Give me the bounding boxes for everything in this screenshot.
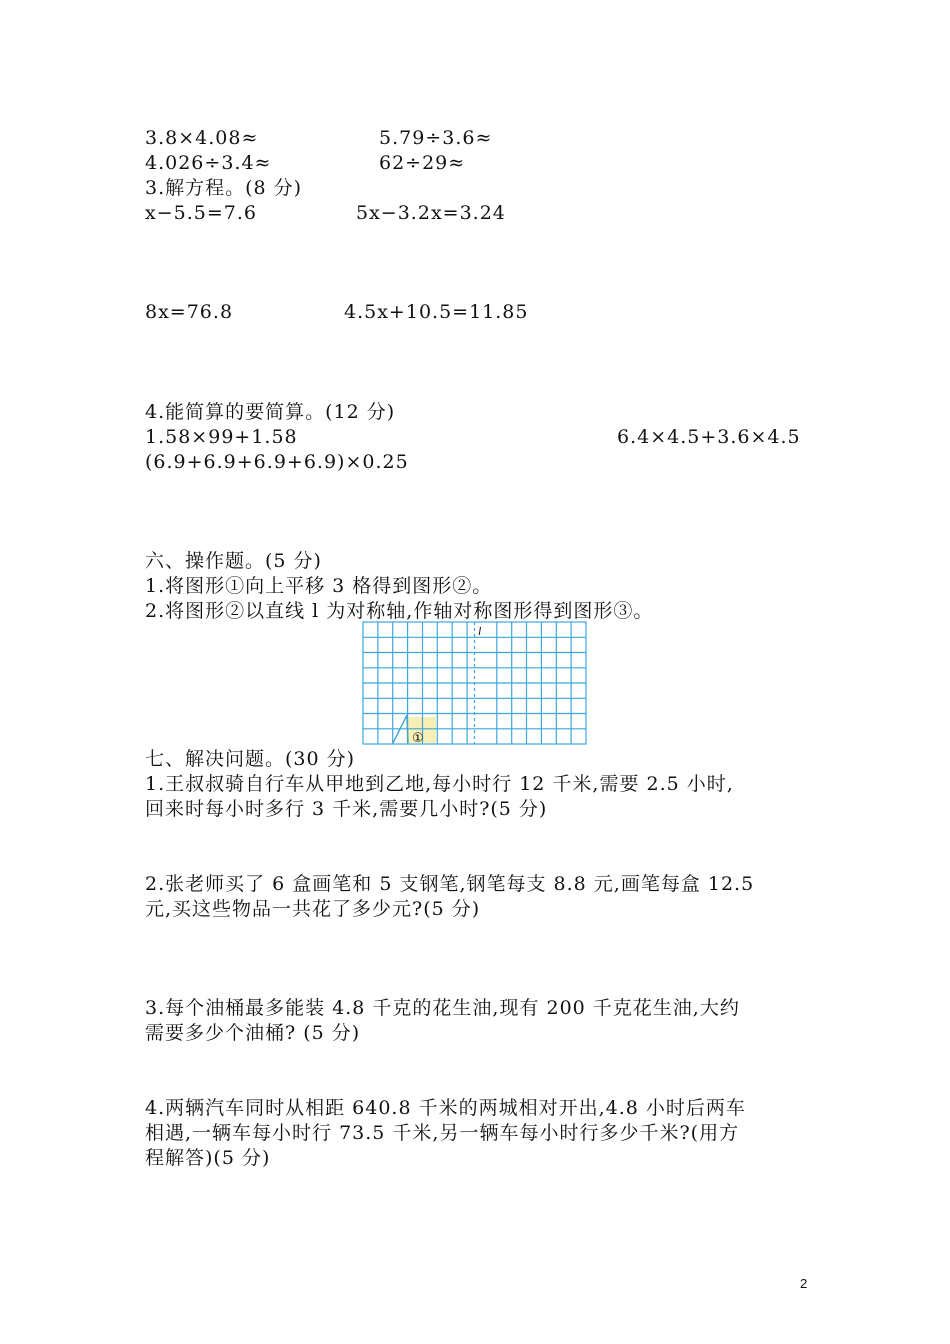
problem-3-line-2: 需要多少个油桶? (5 分) xyxy=(145,1022,361,1044)
shape-1-label: ① xyxy=(412,731,424,746)
equation-2: 5x−3.2x=3.24 xyxy=(356,202,506,224)
section6-q2: 2.将图形②以直线 l 为对称轴,作轴对称图形得到图形③。 xyxy=(145,600,654,622)
problem-4-line-1: 4.两辆汽车同时从相距 640.8 千米的两城相对开出,4.8 小时后两车 xyxy=(145,1097,746,1119)
estimate-c: 4.026÷3.4≈ xyxy=(145,152,272,174)
problem-4-line-3: 程解答)(5 分) xyxy=(145,1147,271,1169)
axis-label: l xyxy=(478,624,482,638)
equation-4: 4.5x+10.5=11.85 xyxy=(344,301,529,323)
simplify-1: 1.58×99+1.58 xyxy=(145,426,298,448)
problem-2-line-2: 元,买这些物品一共花了多少元?(5 分) xyxy=(145,898,481,920)
problem-2-line-1: 2.张老师买了 6 盒画笔和 5 支钢笔,钢笔每支 8.8 元,画笔每盒 12.5 xyxy=(145,873,755,895)
problem-3-line-1: 3.每个油桶最多能装 4.8 千克的花生油,现有 200 千克花生油,大约 xyxy=(145,997,740,1019)
section6-heading: 六、操作题。(5 分) xyxy=(145,550,322,572)
simplify-2: 6.4×4.5+3.6×4.5 xyxy=(617,426,801,448)
section7-heading: 七、解决问题。(30 分) xyxy=(145,748,356,770)
simplify-3: (6.9+6.9+6.9+6.9)×0.25 xyxy=(145,451,409,473)
page-number: 2 xyxy=(800,1276,808,1291)
equation-3: 8x=76.8 xyxy=(145,301,234,323)
section6-q1: 1.将图形①向上平移 3 格得到图形②。 xyxy=(145,575,493,597)
problem-4-line-2: 相遇,一辆车每小时行 73.5 千米,另一辆车每小时行多少千米?(用方 xyxy=(145,1122,740,1144)
problem-1-line-2: 回来时每小时多行 3 千米,需要几小时?(5 分) xyxy=(145,798,548,820)
estimate-d: 62÷29≈ xyxy=(379,152,466,174)
equation-1: x−5.5=7.6 xyxy=(145,202,257,224)
estimate-a: 3.8×4.08≈ xyxy=(145,127,259,149)
operation-grid xyxy=(362,621,588,747)
simplify-heading: 4.能简算的要简算。(12 分) xyxy=(145,401,396,423)
estimate-b: 5.79÷3.6≈ xyxy=(379,127,493,149)
problem-1-line-1: 1.王叔叔骑自行车从甲地到乙地,每小时行 12 千米,需要 2.5 小时, xyxy=(145,773,734,795)
equations-heading: 3.解方程。(8 分) xyxy=(145,177,303,199)
